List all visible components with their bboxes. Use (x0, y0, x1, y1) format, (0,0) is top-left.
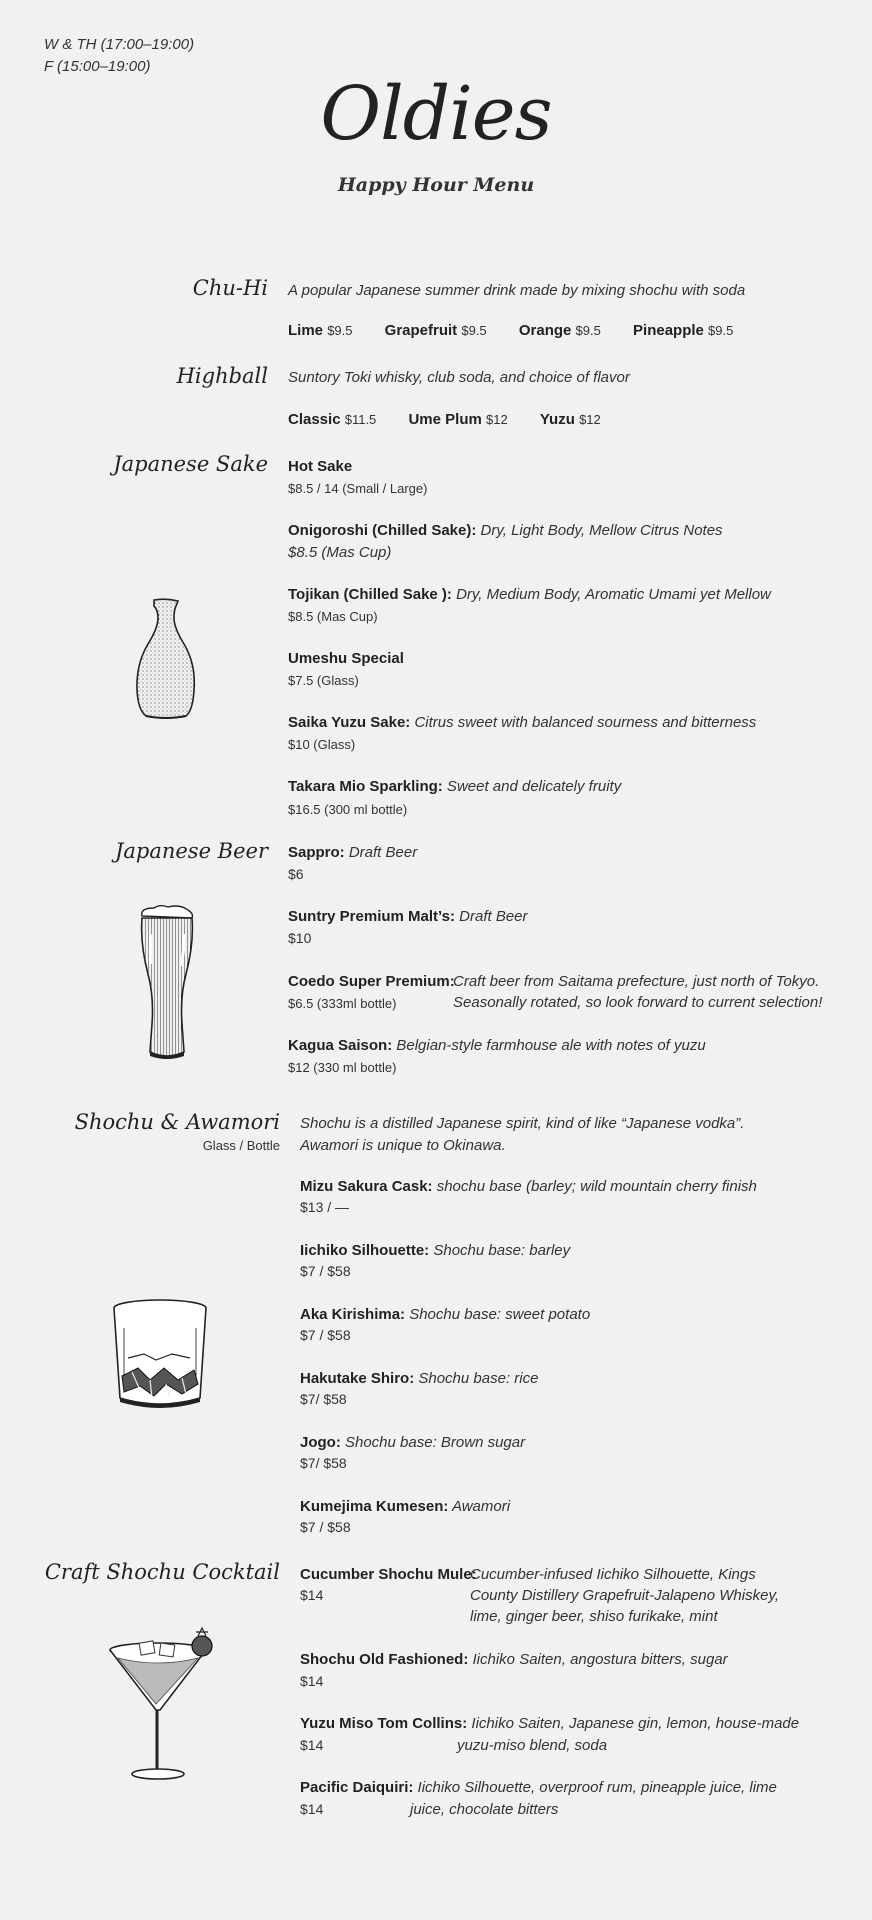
menu-item-price: $14 (300, 1673, 324, 1689)
menu-item-price: $7/ $58 (300, 1455, 347, 1471)
shochu-description: Awamori is unique to Okinawa. (300, 1137, 506, 1154)
menu-item-description: Craft beer from Saitama prefecture, just north of Tokyo. (453, 973, 820, 990)
menu-item-description: Cucumber-infused Iichiko Silhouette, Kings (470, 1566, 756, 1583)
menu-item: Hot Sake (288, 458, 353, 475)
section-title-highball: Highball (176, 364, 268, 388)
menu-item: Saika Yuzu Sake: Citrus sweet with balanced sourness and bitterness (288, 714, 757, 731)
shochu-description: Shochu is a distilled Japanese spirit, kind of like “Japanese vodka”. (300, 1115, 745, 1132)
menu-item: Hakutake Shiro: Shochu base: rice (300, 1370, 539, 1387)
menu-item: Orange $9.5 (518, 322, 601, 339)
menu-item: Tojikan (Chilled Sake ): Dry, Medium Body, Aromatic Umami yet Mellow (288, 586, 771, 603)
section-title-chuhi: Chu-Hi (192, 276, 268, 300)
section-subtitle-shochu: Glass / Bottle (202, 1138, 280, 1153)
menu-item-price: $14 (300, 1737, 324, 1753)
menu-item: Mizu Sakura Cask: shochu base (barley; wild mountain cherry finish (300, 1178, 757, 1195)
menu-item: Onigoroshi (Chilled Sake): Dry, Light Body, Mellow Citrus Notes (288, 522, 723, 539)
menu-item-description: Seasonally rotated, so look forward to current selection! (453, 994, 823, 1011)
hours-friday: F (15:00–19:00) (44, 58, 151, 75)
menu-item-price: $10 (288, 930, 312, 946)
menu-item-description: lime, ginger beer, shiso furikake, mint (470, 1608, 718, 1625)
menu-item-price: $8.5 (Mas Cup) (288, 544, 392, 561)
menu-item: Pineapple $9.5 (633, 322, 734, 339)
menu-item-price: $13 / — (300, 1199, 350, 1215)
menu-item-price: $7 / $58 (300, 1263, 351, 1279)
rocks-glass-icon (110, 1298, 210, 1410)
menu-item: Sappro: Draft Beer (288, 844, 418, 861)
menu-item: Iichiko Silhouette: Shochu base: barley (300, 1242, 571, 1259)
hours (44, 34, 194, 78)
menu-item-price: $7 / $58 (300, 1327, 351, 1343)
menu-item-price: $10 (Glass) (288, 737, 356, 752)
menu-item: Shochu Old Fashioned: Iichiko Saiten, angostura bitters, sugar (300, 1651, 728, 1668)
chuhi-items (288, 322, 761, 339)
hours-weekday: W & TH (17:00–19:00) (44, 36, 195, 53)
sake-bottle-icon (130, 598, 202, 722)
menu-item: Yuzu $12 (539, 411, 601, 428)
menu-item-price: $14 (300, 1801, 324, 1817)
section-title-cocktail: Craft Shochu Cocktail (44, 1560, 280, 1584)
menu-item-description: juice, chocolate bitters (410, 1801, 559, 1818)
menu-item-description: yuzu-miso blend, soda (457, 1737, 608, 1754)
menu-item-name: Cucumber Shochu Mule: (300, 1566, 477, 1583)
highball-items (288, 411, 629, 428)
section-title-beer: Japanese Beer (114, 839, 268, 863)
menu-subtitle: Happy Hour Menu (337, 174, 535, 196)
menu-item: Kagua Saison: Belgian-style farmhouse ale with notes of yuzu (288, 1037, 706, 1054)
menu-item: Pacific Daiquiri: Iichiko Silhouette, overproof rum, pineapple juice, lime (300, 1779, 777, 1796)
menu-item: Grapefruit $9.5 (384, 322, 487, 339)
menu-item: Ume Plum $12 (408, 411, 508, 428)
menu-item: Kumejima Kumesen: Awamori (300, 1498, 511, 1515)
menu-item: Suntry Premium Malt’s: Draft Beer (288, 908, 528, 925)
menu-item-price: $12 (330 ml bottle) (288, 1060, 397, 1075)
menu-item-price: $7 / $58 (300, 1519, 351, 1535)
menu-item-name: Coedo Super Premium: (288, 973, 455, 990)
beer-glass-icon (136, 904, 198, 1062)
menu-item: Classic $11.5 (288, 411, 377, 428)
menu-item-price: $7.5 (Glass) (288, 673, 359, 688)
menu-item: Yuzu Miso Tom Collins: Iichiko Saiten, Japanese gin, lemon, house-made (300, 1715, 800, 1732)
section-title-sake: Japanese Sake (113, 452, 268, 476)
menu-item-description: County Distillery Grapefruit-Jalapeno Whiskey, (470, 1587, 780, 1604)
menu-item-price: $6.5 (333ml bottle) (288, 996, 397, 1011)
highball-description: Suntory Toki whisky, club soda, and choice of flavor (288, 369, 630, 386)
section-title-shochu: Shochu & Awamori (74, 1110, 280, 1134)
chuhi-description: A popular Japanese summer drink made by mixing shochu with soda (288, 282, 746, 299)
menu-item: Jogo: Shochu base: Brown sugar (300, 1434, 526, 1451)
menu-item-price: $8.5 (Mas Cup) (288, 609, 378, 624)
menu-item-price: $16.5 (300 ml bottle) (288, 802, 408, 817)
cocktail-glass-icon (104, 1624, 224, 1784)
brand-logo: Oldies (320, 71, 552, 157)
menu-item-price: $8.5 / 14 (Small / Large) (288, 481, 428, 496)
menu-item: Takara Mio Sparkling: Sweet and delicately fruity (288, 778, 622, 795)
menu-item: Aka Kirishima: Shochu base: sweet potato (300, 1306, 591, 1323)
menu-item-price: $6 (288, 866, 304, 882)
menu-item: Lime $9.5 (288, 322, 353, 339)
menu-item-price: $14 (300, 1587, 324, 1603)
menu-item-price: $7/ $58 (300, 1391, 347, 1407)
menu-item: Umeshu Special (288, 650, 404, 667)
